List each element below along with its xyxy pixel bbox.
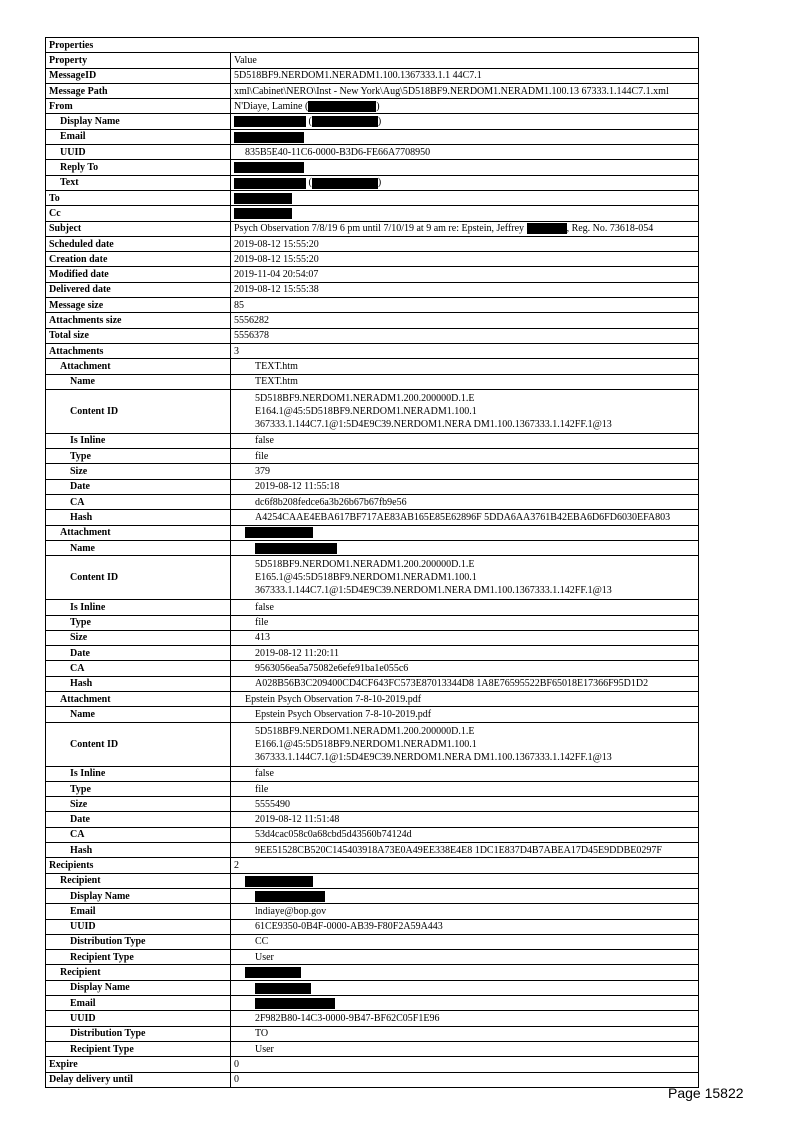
property-row xyxy=(46,827,699,842)
value-text: 2019-08-12 15:55:20 xyxy=(234,238,319,250)
value-text: 0 xyxy=(234,1058,239,1070)
value-text: N'Diaye, Lamine ( xyxy=(234,100,309,112)
property-name: Subject xyxy=(46,221,231,236)
property-row xyxy=(46,858,699,873)
property-row xyxy=(46,722,699,766)
value-text: A4254CAAE4EBA617BF717AE83AB165E85E62896F 5DDA6AA3761B42EBA6D6FD6030EFA803 xyxy=(255,511,671,523)
property-value xyxy=(231,114,699,129)
value-text: A028B56B3C209400CD4CF643FC573E87013344D8 1A8E76595522BF65018E17366F95D1D2 xyxy=(255,678,649,690)
property-row xyxy=(46,646,699,661)
property-value xyxy=(231,888,699,903)
property-row xyxy=(46,950,699,965)
property-name: Size xyxy=(46,630,231,645)
property-value xyxy=(231,479,699,494)
property-value xyxy=(231,676,699,691)
value-line: E165.1@45:5D518BF9.NERDOM1.NERADM1.100.1 xyxy=(255,572,477,584)
property-name: Is Inline xyxy=(46,766,231,781)
property-value xyxy=(231,282,699,297)
property-value xyxy=(231,252,699,267)
property-value xyxy=(231,600,699,615)
property-row xyxy=(46,282,699,297)
value-text: 379 xyxy=(255,466,270,478)
property-row xyxy=(46,129,699,144)
property-name: Date xyxy=(46,479,231,494)
value-line: E166.1@45:5D518BF9.NERDOM1.NERADM1.100.1 xyxy=(255,738,477,750)
property-row xyxy=(46,433,699,448)
redaction-box xyxy=(234,193,292,204)
property-row xyxy=(46,1026,699,1041)
property-value xyxy=(231,99,699,114)
property-name: Attachments xyxy=(46,343,231,358)
value-text: Epstein Psych Observation 7-8-10-2019.pdf xyxy=(245,693,422,705)
property-value xyxy=(231,858,699,873)
property-name: Hash xyxy=(46,510,231,525)
property-value xyxy=(231,328,699,343)
property-name: Reply To xyxy=(46,160,231,175)
property-value xyxy=(231,1041,699,1056)
value-text: 2019-08-12 11:51:48 xyxy=(255,814,340,826)
property-value xyxy=(231,934,699,949)
property-value xyxy=(231,812,699,827)
property-name: Is Inline xyxy=(46,600,231,615)
property-value xyxy=(231,797,699,812)
value-text: file xyxy=(255,450,269,462)
property-value xyxy=(231,827,699,842)
property-value xyxy=(231,630,699,645)
property-name: Recipient xyxy=(46,965,231,980)
property-row xyxy=(46,600,699,615)
property-value xyxy=(231,343,699,358)
value-line: 5D518BF9.NERDOM1.NERADM1.200.200000D.1.E xyxy=(255,559,475,571)
property-name: Size xyxy=(46,464,231,479)
property-name: Recipient Type xyxy=(46,950,231,965)
property-value xyxy=(231,236,699,251)
property-row xyxy=(46,99,699,114)
value-text: 5D518BF9.NERDOM1.NERADM1.100.1367333.1.1 44C7.1 xyxy=(234,70,482,82)
property-name: Delivered date xyxy=(46,282,231,297)
value-text: TEXT.htm xyxy=(255,376,298,388)
property-name: Display Name xyxy=(46,114,231,129)
property-name: Display Name xyxy=(46,980,231,995)
value-line: 367333.1.144C7.1@1:5D4E9C39.NERDOM1.NERA DM1.100.1367333.1.142FF.1@13 xyxy=(255,585,612,597)
property-name: Content ID xyxy=(46,389,231,433)
property-value xyxy=(231,781,699,796)
redaction-box xyxy=(255,543,337,554)
property-row xyxy=(46,797,699,812)
value-text: 5556282 xyxy=(234,314,269,326)
value-suffix: ) xyxy=(377,116,382,128)
property-row xyxy=(46,934,699,949)
property-row xyxy=(46,766,699,781)
property-row xyxy=(46,160,699,175)
redaction-box xyxy=(527,223,567,234)
property-name: Cc xyxy=(46,206,231,221)
property-row xyxy=(46,175,699,190)
value-text: 2019-08-12 11:55:18 xyxy=(255,481,340,493)
property-row xyxy=(46,114,699,129)
property-value xyxy=(231,267,699,282)
property-name: Distribution Type xyxy=(46,1026,231,1041)
property-row xyxy=(46,343,699,358)
property-value xyxy=(231,1057,699,1072)
property-value xyxy=(231,389,699,433)
property-name: Display Name xyxy=(46,888,231,903)
value-text: TEXT.htm xyxy=(255,360,298,372)
property-value xyxy=(231,495,699,510)
property-name: Name xyxy=(46,707,231,722)
value-text: User xyxy=(255,1043,274,1055)
value-text: 2019-11-04 20:54:07 xyxy=(234,269,319,281)
redaction-box xyxy=(255,983,311,994)
property-name: Total size xyxy=(46,328,231,343)
property-row xyxy=(46,510,699,525)
redaction-box xyxy=(255,891,325,902)
property-row xyxy=(46,374,699,389)
value-line: 5D518BF9.NERDOM1.NERADM1.200.200000D.1.E xyxy=(255,392,475,404)
value-text: Psych Observation 7/8/19 6 pm until 7/10/19 at 9 am re: Epstein, Jeffrey xyxy=(234,223,527,235)
property-name: Attachment xyxy=(46,525,231,540)
property-row xyxy=(46,145,699,160)
property-row xyxy=(46,206,699,221)
value-text: Value xyxy=(234,54,257,66)
property-value xyxy=(231,707,699,722)
property-row xyxy=(46,676,699,691)
property-name: Delay delivery until xyxy=(46,1072,231,1087)
property-row xyxy=(46,68,699,83)
property-row xyxy=(46,873,699,888)
property-row xyxy=(46,919,699,934)
property-value xyxy=(231,965,699,980)
property-value xyxy=(231,661,699,676)
value-text: xml\Cabinet\NERO\Inst - New York\Aug\5D518BF9.NERDOM1.NERADM1.100.13 67333.1.144C7.1.xml xyxy=(234,85,669,97)
property-name: CA xyxy=(46,661,231,676)
property-row xyxy=(46,691,699,706)
value-text: 2 xyxy=(234,860,239,871)
property-name: Message size xyxy=(46,298,231,313)
property-row xyxy=(46,1011,699,1026)
property-value xyxy=(231,646,699,661)
property-name: Expire xyxy=(46,1057,231,1072)
property-value xyxy=(231,904,699,919)
property-row xyxy=(46,236,699,251)
property-value xyxy=(231,433,699,448)
property-row xyxy=(46,479,699,494)
properties-rows xyxy=(46,38,699,1088)
property-name: Type xyxy=(46,615,231,630)
value-text: dc6f8b208fedce6a3b26b67b67fb9e56 xyxy=(255,496,407,508)
value-text: 9563056ea5a75082e6efe91ba1e055c6 xyxy=(255,663,409,675)
property-name: UUID xyxy=(46,145,231,160)
property-value xyxy=(231,160,699,175)
property-value xyxy=(231,298,699,313)
value-text: 835B5E40-11C6-0000-B3D6-FE66A7708950 xyxy=(245,146,431,158)
property-row xyxy=(46,843,699,858)
value-suffix: ) xyxy=(377,177,382,189)
property-name: Attachment xyxy=(46,359,231,374)
value-text: lndiaye@bop.gov xyxy=(255,905,327,917)
value-text: 61CE9350-0B4F-0000-AB39-F80F2A59A443 xyxy=(255,921,443,933)
property-value xyxy=(231,53,699,68)
redaction-box xyxy=(234,208,292,219)
property-name: CA xyxy=(46,827,231,842)
property-name: Content ID xyxy=(46,556,231,600)
property-name: From xyxy=(46,99,231,114)
property-value xyxy=(231,449,699,464)
property-name: UUID xyxy=(46,1011,231,1026)
value-text: User xyxy=(255,951,274,963)
property-row xyxy=(46,449,699,464)
redaction-box xyxy=(234,116,306,127)
properties-table xyxy=(45,37,699,1088)
property-row xyxy=(46,252,699,267)
property-row xyxy=(46,359,699,374)
value-text: TO xyxy=(255,1028,269,1040)
property-name: Recipients xyxy=(46,858,231,873)
redaction-box xyxy=(234,178,306,189)
property-name: Modified date xyxy=(46,267,231,282)
property-value xyxy=(231,615,699,630)
property-row xyxy=(46,298,699,313)
page-number: Page 15822 xyxy=(668,1085,744,1101)
value-suffix: , Reg. No. 73618-054 xyxy=(566,223,654,235)
property-value xyxy=(231,950,699,965)
redaction-box xyxy=(245,967,301,978)
value-text: file xyxy=(255,783,269,795)
property-name: Scheduled date xyxy=(46,236,231,251)
property-name: Recipient xyxy=(46,873,231,888)
property-row xyxy=(46,781,699,796)
redaction-box xyxy=(308,101,376,112)
value-text: 5555490 xyxy=(255,798,290,810)
property-row xyxy=(46,661,699,676)
redaction-box xyxy=(245,876,313,887)
value-text: 413 xyxy=(255,632,270,644)
value-line: 367333.1.144C7.1@1:5D4E9C39.NERDOM1.NERA DM1.100.1367333.1.142FF.1@13 xyxy=(255,751,612,763)
property-name: Text xyxy=(46,175,231,190)
value-text: false xyxy=(255,435,274,447)
property-value xyxy=(231,980,699,995)
property-value xyxy=(231,190,699,205)
property-value xyxy=(231,919,699,934)
property-row xyxy=(46,389,699,433)
value-text: 53d4cac058c0a68cbd5d43560b74124d xyxy=(255,829,412,841)
value-text: false xyxy=(255,601,274,613)
property-row xyxy=(46,888,699,903)
property-row xyxy=(46,313,699,328)
property-row xyxy=(46,267,699,282)
property-name: UUID xyxy=(46,919,231,934)
value-line: 367333.1.144C7.1@1:5D4E9C39.NERDOM1.NERA DM1.100.1367333.1.142FF.1@13 xyxy=(255,418,612,430)
value-text: CC xyxy=(255,936,269,948)
property-value xyxy=(231,68,699,83)
value-text: 2019-08-12 11:20:11 xyxy=(255,647,339,659)
property-value xyxy=(231,359,699,374)
value-text: 0 xyxy=(234,1074,239,1086)
property-value xyxy=(231,464,699,479)
property-value xyxy=(231,374,699,389)
property-row xyxy=(46,630,699,645)
property-name: Email xyxy=(46,996,231,1011)
property-name: Attachment xyxy=(46,691,231,706)
property-value xyxy=(231,843,699,858)
value-text: file xyxy=(255,617,269,629)
property-name: Properties xyxy=(46,38,699,53)
property-value xyxy=(231,873,699,888)
property-value xyxy=(231,129,699,144)
value-text: 9EE51528CB520C145403918A73E0A49EE338E4E8 1DC1E837D4B7ABEA17D45E9DDBE0297F xyxy=(255,844,662,856)
redaction-box xyxy=(234,162,304,173)
property-name: Content ID xyxy=(46,722,231,766)
property-name: Message Path xyxy=(46,83,231,98)
property-value xyxy=(231,1072,699,1087)
value-line: 5D518BF9.NERDOM1.NERADM1.200.200000D.1.E xyxy=(255,725,475,737)
property-value xyxy=(231,525,699,540)
redaction-box xyxy=(234,132,304,143)
property-name: Property xyxy=(46,53,231,68)
property-value xyxy=(231,996,699,1011)
property-name: Name xyxy=(46,540,231,555)
property-name: Type xyxy=(46,781,231,796)
property-row xyxy=(46,525,699,540)
property-row xyxy=(46,980,699,995)
property-row xyxy=(46,464,699,479)
value-text: 85 xyxy=(234,299,244,311)
property-name: Attachments size xyxy=(46,313,231,328)
property-value xyxy=(231,691,699,706)
property-value xyxy=(231,556,699,600)
property-row xyxy=(46,38,699,53)
value-line: E164.1@45:5D518BF9.NERDOM1.NERADM1.100.1 xyxy=(255,405,477,417)
property-value xyxy=(231,145,699,160)
property-row xyxy=(46,540,699,555)
property-row xyxy=(46,1072,699,1087)
property-name: Hash xyxy=(46,843,231,858)
property-row xyxy=(46,190,699,205)
property-row xyxy=(46,53,699,68)
property-name: Date xyxy=(46,812,231,827)
value-text: 2019-08-12 15:55:20 xyxy=(234,253,319,265)
redaction-box xyxy=(312,178,378,189)
property-row xyxy=(46,965,699,980)
value-suffix: ) xyxy=(376,100,380,112)
value-text: 2F982B80-14C3-0000-9B47-BF62C05F1E96 xyxy=(255,1012,440,1024)
property-value xyxy=(231,722,699,766)
property-value xyxy=(231,175,699,190)
property-row xyxy=(46,83,699,98)
value-text: false xyxy=(255,768,274,780)
property-name: Name xyxy=(46,374,231,389)
property-value xyxy=(231,221,699,236)
property-value xyxy=(231,1026,699,1041)
property-name: Creation date xyxy=(46,252,231,267)
property-row xyxy=(46,495,699,510)
property-row xyxy=(46,615,699,630)
property-row xyxy=(46,1057,699,1072)
property-name: To xyxy=(46,190,231,205)
property-value xyxy=(231,766,699,781)
value-text: ( xyxy=(306,116,312,128)
property-name: Email xyxy=(46,904,231,919)
property-row xyxy=(46,556,699,600)
property-name: Distribution Type xyxy=(46,934,231,949)
property-name: Hash xyxy=(46,676,231,691)
property-value xyxy=(231,540,699,555)
value-text: 2019-08-12 15:55:38 xyxy=(234,284,319,296)
property-row xyxy=(46,996,699,1011)
property-value xyxy=(231,206,699,221)
value-text: 5556378 xyxy=(234,330,269,342)
property-row xyxy=(46,707,699,722)
property-value xyxy=(231,313,699,328)
property-name: CA xyxy=(46,495,231,510)
redaction-box xyxy=(255,998,335,1009)
property-row xyxy=(46,328,699,343)
redaction-box xyxy=(312,116,378,127)
property-value xyxy=(231,1011,699,1026)
property-row xyxy=(46,1041,699,1056)
property-name: Type xyxy=(46,449,231,464)
property-row xyxy=(46,904,699,919)
property-name: Recipient Type xyxy=(46,1041,231,1056)
property-name: Date xyxy=(46,646,231,661)
value-text: 3 xyxy=(234,345,239,357)
value-text: Epstein Psych Observation 7-8-10-2019.pdf xyxy=(255,708,432,720)
property-value xyxy=(231,510,699,525)
redaction-box xyxy=(245,527,313,538)
property-name: Email xyxy=(46,129,231,144)
property-row xyxy=(46,812,699,827)
property-name: Size xyxy=(46,797,231,812)
value-text: ( xyxy=(306,177,312,189)
property-row xyxy=(46,221,699,236)
property-name: Is Inline xyxy=(46,433,231,448)
property-value xyxy=(231,83,699,98)
property-name: MessageID xyxy=(46,68,231,83)
